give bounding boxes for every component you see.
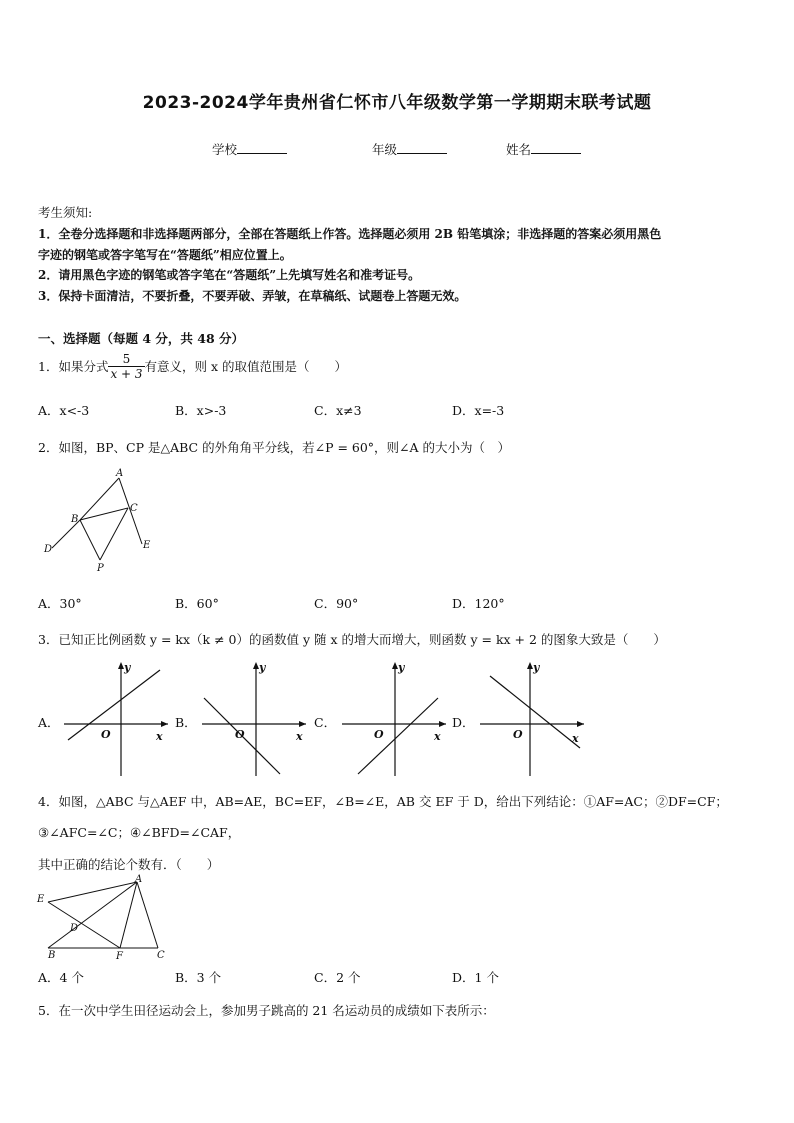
name-label: 姓名 xyxy=(506,142,532,157)
q3-option-b[interactable]: B． xyxy=(175,715,197,730)
q2-line-ba xyxy=(80,478,119,520)
name-field xyxy=(506,140,581,158)
q3b-y-label: y xyxy=(259,661,266,674)
name-blank xyxy=(531,141,581,154)
question-4-line-2: ③∠AFC=∠C；④∠BFD=∠CAF， xyxy=(38,825,241,840)
q3a-x-label: x xyxy=(156,730,163,743)
q3d-x-label: x xyxy=(572,732,579,745)
notice-item-1a: 1．全卷分选择题和非选择题两部分，全部在答题纸上作答。选择题必须用 2B 铅笔填涂；非选择题的答案必须用黑色 xyxy=(38,227,662,241)
q1-fraction-numerator: 5 xyxy=(108,352,144,367)
q3-graph-c[interactable] xyxy=(338,658,453,780)
question-2: 2．如图，BP、CP 是△ABC 的外角角平分线，若∠P = 60°，则∠A 的大小为（ ） xyxy=(38,440,511,455)
q4-figure xyxy=(34,874,174,960)
q3d-origin-label: O xyxy=(513,728,523,741)
school-label: 学校 xyxy=(212,142,238,157)
section-heading: 一、选择题（每题 4 分，共 48 分） xyxy=(38,331,245,346)
school-blank xyxy=(237,141,287,154)
notice-item-3: 3．保持卡面清洁，不要折叠，不要弄破、弄皱，在草稿纸、试题卷上答题无效。 xyxy=(38,289,467,303)
q4-line-af xyxy=(120,882,137,948)
q2-label-d: D xyxy=(44,544,53,555)
question-4-line-1: 4．如图，△ABC 与△AEF 中，AB=AE，BC=EF，∠B=∠E，AB 交 EF 于 D，给出下列结论：①AF=AC；②DF=CF； xyxy=(38,794,728,809)
q4-option-c[interactable]: C．2 个 xyxy=(314,970,361,985)
q3-graph-a[interactable] xyxy=(60,658,175,780)
q2-option-c[interactable]: C．90° xyxy=(314,596,359,611)
question-5: 5．在一次中学生田径运动会上，参加男子跳高的 21 名运动员的成绩如下表所示： xyxy=(38,1003,495,1018)
q3c-y-label: y xyxy=(398,661,405,674)
q4-option-b[interactable]: B．3 个 xyxy=(175,970,222,985)
q4-option-d[interactable]: D．1 个 xyxy=(452,970,499,985)
q3d-y-label: y xyxy=(533,661,540,674)
q2-label-a: A xyxy=(116,468,124,479)
question-1 xyxy=(38,348,347,384)
school-field xyxy=(212,140,287,158)
q1-option-b[interactable]: B．x>-3 xyxy=(175,403,227,418)
q3c-x-label: x xyxy=(434,730,441,743)
q3-option-d[interactable]: D． xyxy=(452,715,475,730)
q3d-line xyxy=(490,676,580,748)
q3a-y-label: y xyxy=(124,661,131,674)
q3-option-a[interactable]: A． xyxy=(38,715,60,730)
notice-heading: 考生须知: xyxy=(38,205,93,220)
q4-label-c: C xyxy=(157,950,165,960)
grade-label: 年级 xyxy=(372,142,398,157)
notice-item-2: 2．请用黑色字迹的钢笔或答字笔在“答题纸”上先填写姓名和准考证号。 xyxy=(38,268,421,282)
q2-option-b[interactable]: B．60° xyxy=(175,596,219,611)
q4-label-f: F xyxy=(116,951,123,960)
notice-item-1b: 字迹的钢笔或答字笔写在“答题纸”相应位置上。 xyxy=(38,248,292,262)
question-3: 3．已知正比例函数 y = kx（k ≠ 0）的函数值 y 随 x 的增大而增大，则函数 y = kx + 2 的图象大致是（ ） xyxy=(38,632,666,647)
q3b-x-label: x xyxy=(296,730,303,743)
q3c-origin-label: O xyxy=(374,728,384,741)
q1-option-c[interactable]: C．x≠3 xyxy=(314,403,362,418)
q2-line-bc xyxy=(80,508,128,520)
q1-fraction-denominator: x + 3 xyxy=(110,366,143,381)
q3-graph-b[interactable] xyxy=(198,658,313,780)
q2-figure xyxy=(40,468,160,576)
q1-option-a[interactable]: A．x<-3 xyxy=(38,403,90,418)
q4-label-e: E xyxy=(37,894,45,905)
q4-label-a: A xyxy=(135,874,143,885)
q1-prefix: 1．如果分式 xyxy=(38,359,109,374)
q4-line-ef xyxy=(48,902,120,948)
q4-option-a[interactable]: A．4 个 xyxy=(38,970,84,985)
q1-suffix: 有意义，则 x 的取值范围是（ ） xyxy=(144,359,348,374)
question-4-line-3: 其中正确的结论个数有．（ ） xyxy=(38,857,220,872)
q4-line-ac xyxy=(137,882,158,948)
page-title: 2023-2024学年贵州省仁怀市八年级数学第一学期期末联考试题 xyxy=(142,93,652,113)
q4-label-d: D xyxy=(70,923,79,934)
q2-line-bp xyxy=(80,520,100,560)
q2-option-a[interactable]: A．30° xyxy=(38,596,82,611)
grade-blank xyxy=(397,141,447,154)
q2-line-pc xyxy=(100,508,128,560)
q3a-origin-label: O xyxy=(101,728,111,741)
q2-label-b: B xyxy=(71,514,79,525)
q2-label-p: P xyxy=(97,563,104,574)
q3-graph-d[interactable] xyxy=(476,658,591,780)
q3a-line xyxy=(68,670,160,740)
q1-option-d[interactable]: D．x=-3 xyxy=(452,403,505,418)
q2-label-e: E xyxy=(143,540,151,551)
q4-label-b: B xyxy=(48,950,56,960)
q3-option-c[interactable]: C． xyxy=(314,715,337,730)
q1-fraction xyxy=(108,352,144,381)
q3c-line xyxy=(358,698,438,774)
q3b-origin-label: O xyxy=(235,728,245,741)
grade-field xyxy=(372,140,447,158)
q2-option-d[interactable]: D．120° xyxy=(452,596,505,611)
q2-label-c: C xyxy=(130,503,138,514)
